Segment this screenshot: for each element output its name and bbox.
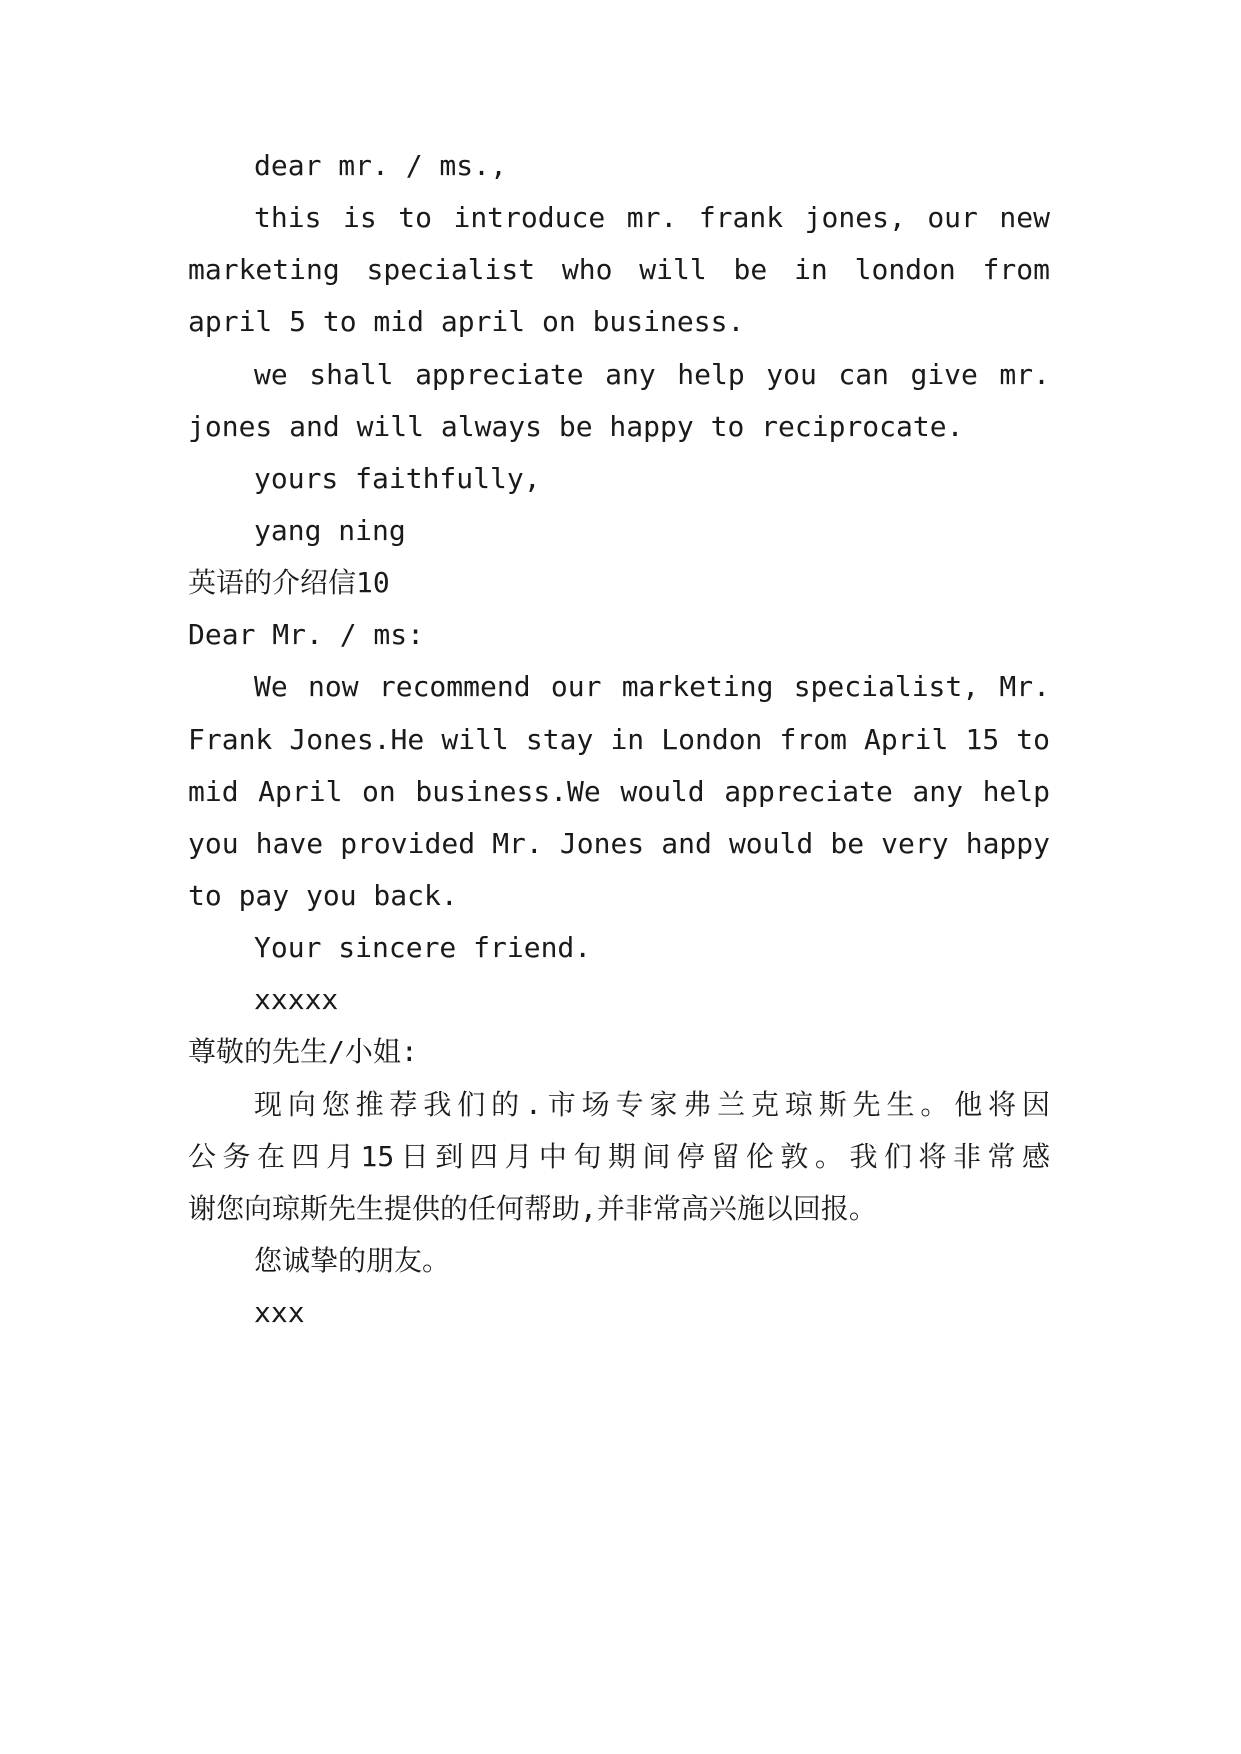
letter2-en-para-line3: mid April on business.We would appreciate any help [188, 775, 1050, 808]
letter1-para1-line2: marketing specialist who will be in london from [188, 253, 1050, 286]
letter1-para2-line2: jones and will always be happy to reciprocate. [188, 410, 964, 443]
letter2-en-salutation: Dear Mr. / ms: [188, 618, 425, 651]
letter2-cn-salutation: 尊敬的先生/小姐: [188, 1035, 418, 1068]
letter2-en-para-line5: to pay you back. [188, 879, 458, 912]
letter1-para2-line1: we shall appreciate any help you can give mr. [254, 358, 1050, 391]
letter1-closing: yours faithfully, [254, 462, 541, 495]
letter1-salutation: dear mr. / ms., [254, 149, 507, 182]
letter2-cn-signature: xxx [254, 1296, 305, 1329]
letter2-en-para-line1: We now recommend our marketing specialist, Mr. [254, 670, 1050, 703]
letter2-en-signature: xxxxx [254, 983, 339, 1016]
letter1-para1-line3: april 5 to mid april on business. [188, 305, 745, 338]
letter2-cn-closing: 您诚挚的朋友。 [254, 1244, 451, 1277]
letter2-cn-para-line1: 现向您推荐我们的.市场专家弗兰克琼斯先生。他将因 [254, 1088, 1050, 1121]
letter2-en-closing: Your sincere friend. [254, 931, 592, 964]
letter2-cn-para-line3: 谢您向琼斯先生提供的任何帮助,并非常高兴施以回报。 [188, 1192, 877, 1225]
letter2-cn-para-line2: 公务在四月15日到四月中旬期间停留伦敦。我们将非常感 [188, 1140, 1050, 1173]
letter1-para1-line1: this is to introduce mr. frank jones, our new [254, 201, 1050, 234]
letter2-en-para-line4: you have provided Mr. Jones and would be very happy [188, 827, 1050, 860]
letter2-en-para-line2: Frank Jones.He will stay in London from April 15 to [188, 723, 1050, 756]
letter1-signature: yang ning [254, 514, 406, 547]
section-heading: 英语的介绍信10 [188, 566, 390, 599]
